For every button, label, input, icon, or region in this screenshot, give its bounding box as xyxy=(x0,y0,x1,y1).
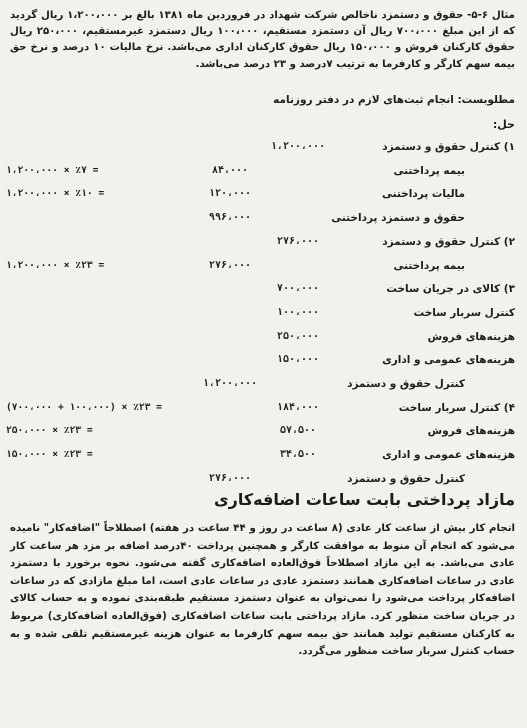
journal-debit: ۳۴،۵۰۰ xyxy=(279,449,317,461)
section-body: انجام کار بیش از ساعت کار عادی (۸ ساعت در روز و ۴۴ ساعت در هفته) اصطلاحاً "اضافه‌کار" نامیده می‌شود که انجام آن منوط به موافقت کارگر و همچنین پرداخت ۴۰درصد اضافه بر مزد هر ساعت کار عادی می‌باشد. به این مازاد اصطلاحاً فوق‌العاده اضافه‌کاری گفته می‌شود. نحوه برخورد با دستمزد عادی در ساعات اضافه‌کاری همانند دستمزد عادی در ساعات عادی است، اما مبلغ مازادی که در ساعات اضافه‌کار پرداخت می‌شود را نمی‌توان به عنوان دستمزد مستقیم طبقه‌بندی نموده و به حساب کالای در جریان ساخت منظور کرد. مازاد پرداختی بابت ساعات اضافه‌کاری (فوق‌العاده اضافه‌کاری) مربوط به کارکنان مستقیم تولید همانند حق بیمه سهم کارفرما به عنوان هزینه غیرمستقیم تلقی شده و به حساب کنترل سربار ساخت منظور می‌گردد. xyxy=(10,523,516,658)
journal-row xyxy=(0,378,527,396)
journal-row xyxy=(0,260,527,278)
journal-debit: ۱،۲۰۰،۰۰۰ xyxy=(270,141,326,152)
journal-account: کنترل سربار ساخت xyxy=(413,306,515,319)
journal-calculation: (۷۰۰،۰۰۰ + ۱۰۰،۰۰۰) × ٪۲۳ = xyxy=(6,401,162,413)
journal-debit: ۵۷،۵۰۰ xyxy=(279,425,317,437)
journal-credit: ۹۹۶،۰۰۰ xyxy=(208,212,252,224)
journal-debit: ۷۰۰،۰۰۰ xyxy=(276,283,320,295)
example-statement: مثال ۶-۵- حقوق و دستمزد ناخالص شرکت شهداد در فروردین ماه ۱۳۸۱ بالغ بر ۱،۲۰۰،۰۰۰ ریال گردید که از این مبلغ ۷۰۰،۰۰۰ ریال آن دستمزد مستقیم، ۱۰۰،۰۰۰ ریال دستمزد غیرمستقیم، ۲۵۰،۰۰۰ ریال حقوق کارکنان فروش و ۱۵۰،۰۰۰ ریال حقوق کارکنان اداری می‌باشد. نرخ مالیات ۱۰ درصد و نرخ حق بیمه سهم کارگر و کارفرما به ترتیب ۷درصد و ۲۳ درصد می‌باشد. xyxy=(10,10,516,70)
journal-debit: ۱۵۰،۰۰۰ xyxy=(276,354,320,366)
journal-debit: ۲۷۶،۰۰۰ xyxy=(276,235,320,247)
journal-account: بیمه پرداختنی xyxy=(393,164,465,177)
journal-account: کنترل حقوق و دستمزد xyxy=(347,378,465,390)
journal-account: هزینه‌های فروش xyxy=(427,330,515,343)
journal-calculation: ۱،۲۰۰،۰۰۰ × ٪۲۳ = xyxy=(6,259,105,271)
journal-account: کنترل حقوق و دستمزد xyxy=(347,472,465,485)
section-heading: مازاد پرداختی بابت ساعات اضافه‌کاری xyxy=(213,490,515,509)
journal-calculation: ۱،۲۰۰،۰۰۰ × ٪۷ = xyxy=(6,164,99,176)
journal-account: ۳) کالای در جریان ساخت xyxy=(386,283,515,296)
journal-account: بیمه پرداختنی xyxy=(393,259,465,272)
journal-account: مالیات پرداختنی xyxy=(381,188,465,201)
journal-row xyxy=(0,331,527,349)
journal-row xyxy=(0,425,527,443)
journal-debit: ۱۸۴،۰۰۰ xyxy=(276,401,320,413)
journal-row xyxy=(0,307,527,325)
journal-row xyxy=(0,212,527,230)
solution-label: حل: xyxy=(492,118,515,131)
journal-row xyxy=(0,141,527,159)
journal-credit: ۱۲۰،۰۰۰ xyxy=(208,188,252,200)
journal-debit: ۲۵۰،۰۰۰ xyxy=(276,330,320,342)
journal-row xyxy=(0,354,527,372)
journal-calculation: ۱۵۰،۰۰۰ × ٪۲۳ = xyxy=(6,449,93,461)
journal-account: ۱) کنترل حقوق و دستمزد xyxy=(382,141,515,153)
journal-row xyxy=(0,473,527,491)
journal-credit: ۲۷۶،۰۰۰ xyxy=(208,472,252,484)
journal-credit: ۲۷۶،۰۰۰ xyxy=(208,259,252,271)
journal-row xyxy=(0,283,527,301)
journal-row xyxy=(0,402,527,420)
journal-credit: ۱،۲۰۰،۰۰۰ xyxy=(202,378,258,389)
journal-account: هزینه‌های فروش xyxy=(427,425,515,438)
journal-credit: ۸۴،۰۰۰ xyxy=(211,164,249,176)
journal-calculation: ۲۵۰،۰۰۰ × ٪۲۳ = xyxy=(6,425,93,437)
journal-row xyxy=(0,236,527,254)
journal-account: حقوق و دستمزد پرداختنی xyxy=(331,212,465,225)
journal-row xyxy=(0,188,527,206)
requirement-line: مطلوبست: انجام ثبت‌های لازم در دفتر روزنامه xyxy=(273,94,515,106)
journal-account: هزینه‌های عمومی و اداری xyxy=(382,354,515,367)
journal-account: هزینه‌های عمومی و اداری xyxy=(382,449,515,462)
journal-debit: ۱۰۰،۰۰۰ xyxy=(276,306,320,318)
journal-account: ۴) کنترل سربار ساخت xyxy=(398,401,515,414)
journal-calculation: ۱،۲۰۰،۰۰۰ × ٪۱۰ = xyxy=(6,188,105,200)
journal-row xyxy=(0,449,527,467)
journal-account: ۲) کنترل حقوق و دستمزد xyxy=(382,235,515,248)
journal-row xyxy=(0,165,527,183)
